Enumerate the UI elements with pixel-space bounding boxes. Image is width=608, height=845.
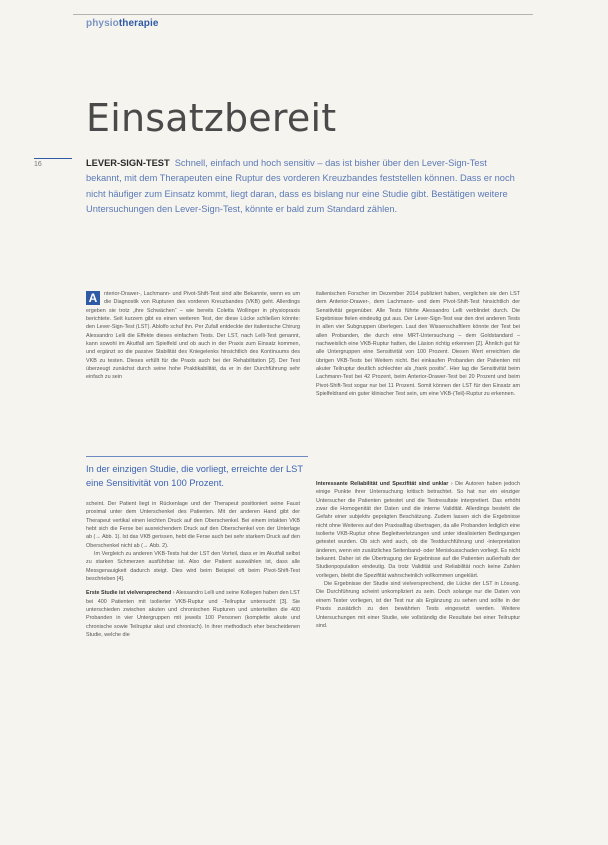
magazine-name-part2: therapie [118, 18, 159, 29]
body-paragraph: Im Vergleich zu anderen VKB-Tests hat der LST den Vorteil, dass er im Akutfall selbst zu starken Schmerzen ausführbar ist. Also der Patient auswählen ist, dass alle Messgenauigkeit dadurch steigt. Dies wird beim Beispiel oft beim Pivot-Shift-Test beschrieben [4]. [86, 551, 300, 583]
body-paragraph: Die Ergebnisse der Studie sind vielversprechend, die Lücke der LST in Lösung. Die Durchführung scheint unkompliziert zu sein. Doch solange nur die Daten von einem Tester vorliegen, ist der Test nur als Ergänzung zu sehen und sollte in der Praxis zusätzlich zu den bewährten Tests eingesetzt werden. Weitere Untersuchungen mit einer Studie, wie vollständig die Resultate bei einer Teilruptur sind. [316, 581, 520, 629]
lead-keyword: LEVER-SIGN-TEST [86, 158, 170, 168]
subheading: Interessante Reliabilität und Spezifität sind unklar [316, 481, 449, 487]
body-column-left-top [86, 290, 300, 382]
page-number: 16 [34, 161, 42, 168]
body-column-right-top [316, 290, 520, 398]
body-paragraph: Alessandro Lelli und seine Kollegen haben den LST bei 400 Patienten mit isolierter VKB-Ruptur und -Teilruptur untersucht [3]. Sie unterschieden zwischen akuten und chronischen Rupturen und unterteilten die 400 Probanden in vier Untergruppen mit jeweils 100 Personen (komplette akute und chronische sowie Teilruptur akut und chronisch). In ihrer methodisch eher bescheidenen Studie, welche die [86, 590, 300, 639]
dropcap: A [86, 291, 100, 305]
magazine-name [86, 18, 159, 29]
page-number-rule [34, 158, 72, 159]
subheading: Erste Studie ist vielversprechend [86, 590, 172, 597]
body-column-right-bottom: Interessante Reliabilität und Spezifität sind unklar › Die Autoren haben jedoch einige Punkte ihrer Untersuchung kritisch betrachtet. So hat nur ein einziger Untersucher die Patienten getestet und die Testresultate interpretiert. Das erhöht zwar die Homogenität der Daten und die interne Validität. Allerdings besteht die Gefahr einer subjektiv geprägten Beschätzung. Zudem lassen sich die Ergebnisse nicht ohne Weiteres auf den Praxisalltag übertragen, da alle Probanden lediglich eine isolierte VKB-Ruptur ohne Begleitverletzungen und unter idealisierten Bedingungen getestet wurden. Ob sich wird auch, ob die Testdurchführung und -interpretation änderen, wenn ein zusätzliches Seitenband- oder Meniskusschaden vorliegt. Es nicht bekannt. Daher ist die Übertragung der Ergebnisse auf die Patienten außerhalb der Studienpopulation eindeutig. Da trotz Validität und Reliabilität noch keine Zahlen vorliegen, bleibt die Spezifität wahrscheinlich vollkommen ungeklärt. Die Ergebnisse der Studie sind vielversprechend, die Lücke der LST in Lösung. Die Durchführung scheint unkompliziert zu sein. Doch solange nur die Daten von einem Tester vorliegen, ist der Test nur als Ergänzung zu sehen und sollte in der Praxis zusätzlich zu den bewährten Tests eingesetzt werden. Weitere Untersuchungen mit einer Studie, wie vollständig die Resultate bei einer Teilruptur sind. [316, 481, 520, 629]
body-column-left-bottom: scheint. Der Patient liegt in Rückenlage und der Therapeut positioniert seine Faust proximal unter dem Unterschenkel des Patienten. Mit der anderen Hand gibt der Therapeut vertikal einen leichten Druck auf den Oberschenkel. Bei einem intakten VKB hebt sich die Ferse bei ausreichendem Druck auf den Oberschenkel von der Unterlage ab (→ Abb. 1). Ist das VKB gerissen, hebt die Ferse auch bei sehr starkem Druck auf den Oberschenkel nicht ab (→ Abb. 2). Im Vergleich zu anderen VKB-Tests hat der LST den Vorteil, dass er im Akutfall selbst zu starken Schmerzen ausführbar ist. Also der Patient auswählen ist, dass alle Messgenauigkeit dadurch steigt. Dies wird beim Beispiel oft beim Pivot-Shift-Test beschrieben [4]. Erste Studie ist vielversprechend › Alessandro Lelli und seine Kollegen haben den LST bei 400 Patienten mit isolierter VKB-Ruptur und -Teilruptur untersucht [3]. Sie unterschieden zwischen akuten und chronischen Rupturen und unterteilten die 400 Probanden in vier Untergruppen mit jeweils 100 Personen (komplette akute und chronische sowie Teilruptur akut und chronisch). In ihrer methodisch eher bescheidenen Studie, welche die [86, 501, 300, 639]
lead-paragraph [86, 156, 518, 218]
header-rule [73, 14, 533, 15]
body-paragraph: nterior-Drawer-, Lachmann- und Pivot-Shift-Test sind alte Bekannte, wenn es um die Diagnostik von Rupturen des vorderen Kreuzbandes (VKB) geht. Allerdings ergeben sie trotz „ihre Schwächen“ – wie bereits Coletta Wollinger in physiopraxis berichtete. Seit kurzem gibt es einen weiteren Test, der diese Lücke schließen könnte: den Lever-Sign-Test (LST). Ablolfo schuf ihn. Per Zufall entdeckte der italienische Chirurg Alessandro Lelli die Effekte dieses einfachen Tests. Der LST, nach Lelli-Test genannt, kann sowohl im Akutfall am Spielfeld und ob auch in der Praxis zum Einsatz kommen, und ergänzt so die passive Stabilität des Kniegelenks hinsichtlich des Kontinuums des VKB zu testen. Dieses erfüllt für die Praxis auch bei der Rehabilitation [2]. Der Test überzeugt zunächst durch seine hohe Praktikabilität, da er in der Durchführung sehr einfach zu sein [86, 291, 300, 381]
body-paragraph: Die Autoren haben jedoch einige Punkte ihrer Untersuchung kritisch betrachtet. So hat nur ein einziger Untersucher die Patienten getestet und die Testresultate interpretiert. Das erhöht zwar die Homogenität der Daten und die interne Validität. Allerdings besteht die Gefahr einer subjektiv geprägten Beschätzung. Zudem lassen sich die Ergebnisse nicht ohne Weiteres auf den Praxisalltag übertragen, da alle Probanden lediglich eine isolierte VKB-Ruptur ohne Begleitverletzungen und unter idealisierten Bedingungen getestet wurden. Ob sich wird auch, ob die Testdurchführung und -interpretation änderen, wenn ein zusätzliches Seitenband- oder Meniskusschaden vorliegt. Es nicht bekannt. Daher ist die Übertragung der Ergebnisse auf die Patienten außerhalb der Studienpopulation eindeutig. Da trotz Validität und Reliabilität noch keine Zahlen vorliegen, bleibt die Spezifität wahrscheinlich vollkommen ungeklärt. [316, 481, 520, 579]
body-paragraph: italienischen Forscher im Dezember 2014 publiziert haben, verglichen sie den LST dem Anterior-Drawer-, dem Lachmann- und dem Pivot-Shift-Test hinsichtlich der Sensitivität gegenüber. Alle Tests führte Alessandro Lelli verblindet durch. Die Ergebnisse fielen eindeutig gut aus. Der Lever-Sign-Test war den drei anderen Tests in allen vier Subgruppen überlegen. Laut den Wissenschaftlern könnte der Test bei allen Probanden, die durch eine MRT-Untersuchung – dem Goldstandard – nachweislich eine VKB-Ruptur hatten, die Läsion richtig erkennen [2]. Ähnlich gut für alle Untergruppen eine Sensitivität von 100 Prozent. Diesen Wert erreichten die übrigen VKB-Tests bei Weitem nicht. Bei einkaufen Probanden der Patienten mit akuter Teilruptur deutlich schlechter als „frank positiv“. Hier lag die Sensitivität beim Lachmann-Test bei 42 Prozent, beim Anterior-Drawer-Test bei 20 Prozent und beim Pivot-Shift-Test sogar nur bei 11 Prozent. Somit können der LST für den Einsatz am Spielfeldrand ein guter klinischer Test sein, um eine VKB-(Teil)-Ruptur zu erkennen. [316, 291, 520, 398]
body-paragraph: scheint. Der Patient liegt in Rückenlage und der Therapeut positioniert seine Faust proximal unter dem Unterschenkel des Patienten. Mit der anderen Hand gibt der Therapeut vertikal einen leichten Druck auf den Oberschenkel. Bei einem intakten VKB hebt sich die Ferse bei ausreichendem Druck auf den Oberschenkel von der Unterlage ab (→ Abb. 1). Ist das VKB gerissen, hebt die Ferse auch bei sehr starkem Druck auf den Oberschenkel nicht ab (→ Abb. 2). [86, 501, 300, 549]
pull-quote: In der einzigen Studie, die vorliegt, erreichte der LST eine Sensitivität von 100 Prozent. [86, 456, 308, 490]
magazine-name-part1: physio [86, 18, 119, 29]
lead-text: Schnell, einfach und hoch sensitiv – das ist bisher über den Lever-Sign-Test bekannt, mit dem Therapeuten eine Ruptur des vorderen Kreuzbandes feststellen können. Dass er noch nicht häufiger zum Einsatz kommt, liegt daran, dass es bislang nur eine Studie gibt. Bestätigen weitere Untersuchungen den Lever-Sign-Test, könnte er bald zum Standard zählen. [86, 158, 515, 215]
article-title: Einsatzbereit [86, 96, 337, 140]
